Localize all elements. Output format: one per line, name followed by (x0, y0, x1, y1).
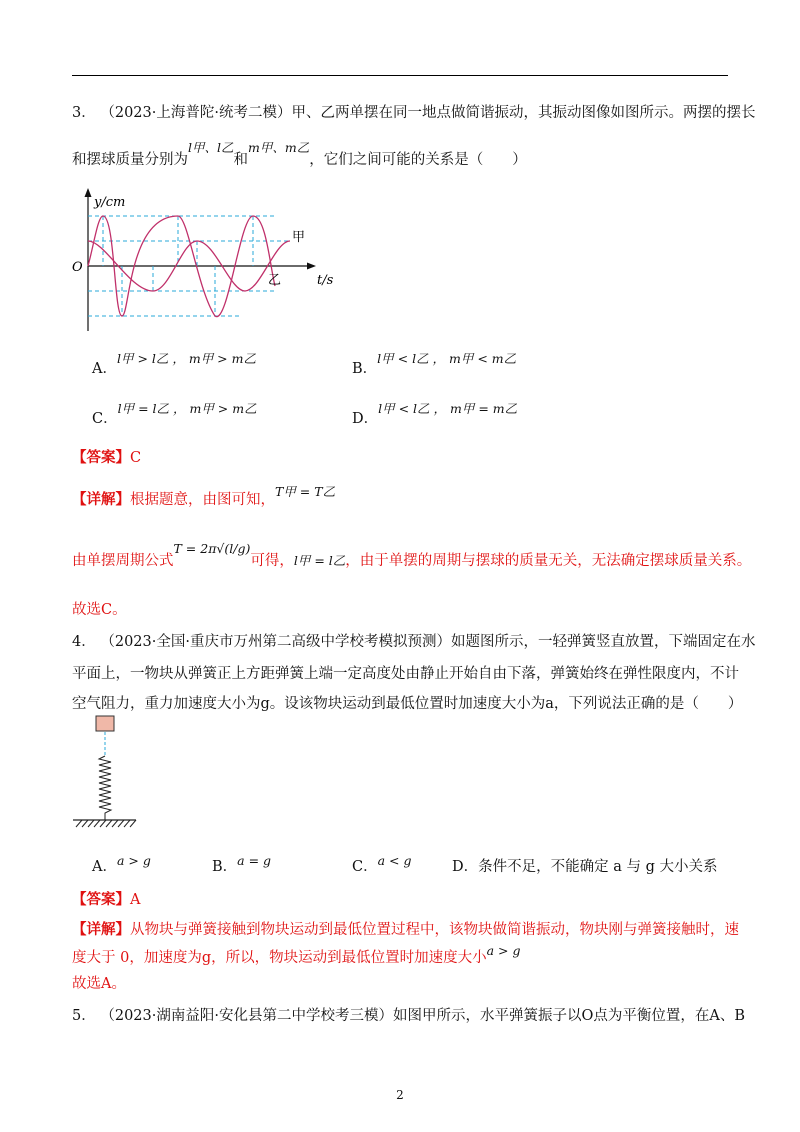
q4-detail-line1 (72, 918, 739, 939)
q4-number: 4． (72, 634, 96, 650)
q3-stem-text1: 甲、乙两单摆在同一地点做简谐振动，其振动图像如图所示。两摆的摆长 (291, 105, 756, 121)
q3-answer-tag: 【答案】 (72, 449, 130, 466)
q4-stem-text1: 如题图所示，一轻弹簧竖直放置，下端固定在水 (450, 634, 756, 650)
q4-stem-line1 (72, 630, 755, 651)
x-axis-label: t/s (317, 273, 334, 288)
x-axis-arrow (307, 263, 316, 270)
block (96, 716, 114, 731)
label-yi: 乙 (268, 273, 282, 288)
q4-option-a-letter: A． (92, 859, 117, 875)
q4-option-c-expr: a < g (377, 853, 412, 868)
q3-stem-text2a: 和摆球质量分别为 (72, 152, 188, 168)
q4-answer (72, 888, 140, 909)
q3-detail-text2c: ，由于单摆的周期与摆球的质量无关，无法确定摆球质量关系。 (345, 553, 752, 569)
q5-stem-text1: 如图甲所示，水平弹簧振子以O点为平衡位置，在A、B (392, 1008, 745, 1024)
header-rule (72, 75, 728, 76)
q3-detail-tag: 【详解】 (72, 491, 130, 508)
q4-detail-expr: a > g (486, 943, 521, 958)
q4-answer-value: A (130, 892, 141, 908)
q4-detail-text1: 从物块与弹簧接触到物块运动到最低位置过程中，该物块做简谐振动，物块刚与弹簧接触时，速 (130, 922, 739, 938)
q3-mass-vars: m甲、m乙 (248, 140, 310, 155)
q4-option-d[interactable] (452, 855, 718, 876)
q3-option-b-expr: l甲 < l乙 ， m甲 < m乙 (377, 351, 517, 366)
q3-option-c-expr: l甲 = l乙 ， m甲 > m乙 (117, 401, 257, 416)
q3-stem-he: 和 (233, 152, 248, 168)
q3-option-b[interactable] (352, 351, 517, 378)
q3-number: 3． (72, 105, 96, 121)
q3-length-vars: l甲、l乙 (188, 140, 234, 155)
q3-period-equal: T甲 = T乙 (275, 484, 336, 499)
q5-source: （2023·湖南益阳·安化县第二中学校考三模） (100, 1008, 393, 1024)
spring (99, 756, 111, 820)
q3-period-formula: T = 2π√(l/g) (173, 541, 251, 556)
q4-conclusion: 故选A。 (72, 976, 126, 992)
q3-option-b-letter: B． (352, 361, 378, 377)
q4-stem-line2: 平面上，一物块从弹簧正上方距弹簧上端一定高度处由静止开始自由下落，弹簧始终在弹性限度内，不计 (72, 666, 739, 682)
q4-option-c[interactable] (352, 855, 411, 876)
q4-spring-figure (70, 716, 150, 828)
q4-source: （2023·全国·重庆市万州第二高级中学校考模拟预测） (100, 634, 451, 650)
q3-length-equal: l甲 = l乙 (293, 553, 346, 568)
q5-number: 5． (72, 1008, 96, 1024)
q3-detail-text2a: 由单摆周期公式 (72, 553, 174, 569)
page-number: 2 (396, 1088, 404, 1102)
q3-option-d-expr: l甲 < l乙 ， m甲 = m乙 (378, 401, 518, 416)
label-jia: 甲 (292, 230, 306, 245)
q3-answer (72, 446, 141, 467)
q3-option-d[interactable] (352, 401, 518, 428)
q3-conclusion: 故选C。 (72, 602, 127, 618)
q3-answer-value: C (130, 450, 142, 466)
q3-option-c[interactable] (92, 401, 257, 428)
origin-label: O (72, 260, 83, 275)
q4-answer-tag: 【答案】 (72, 891, 130, 908)
q4-option-a[interactable] (92, 855, 151, 876)
q5-stem-line1 (72, 1004, 745, 1025)
q3-option-c-letter: C． (92, 411, 118, 427)
q4-stem-line3: 空气阻力，重力加速度大小为g。设该物块运动到最低位置时加速度大小为a，下列说法正确的是（ ） (72, 696, 743, 712)
q3-source: （2023·上海普陀·统考二模） (100, 105, 292, 121)
q3-stem-line2 (72, 140, 527, 169)
q4-option-b-expr: a = g (237, 853, 272, 868)
q4-detail-line2 (72, 943, 521, 967)
q3-option-a-expr: l甲 > l乙 ， m甲 > m乙 (116, 351, 256, 366)
q3-stem-text2b: ，它们之间可能的关系是（ ） (309, 152, 527, 168)
q4-option-b-letter: B． (212, 859, 238, 875)
q4-option-c-letter: C． (352, 859, 378, 875)
q3-detail-text1: 根据题意，由图可知， (130, 492, 275, 508)
y-axis-arrow (85, 188, 92, 197)
q4-option-d-expr: 条件不足，不能确定 a 与 g 大小关系 (478, 859, 718, 875)
q3-vibration-graph (70, 186, 370, 336)
q3-detail-line2 (72, 541, 752, 570)
q4-detail-tag: 【详解】 (72, 921, 130, 938)
q4-option-b[interactable] (212, 855, 271, 876)
y-axis-label: y/cm (94, 195, 126, 210)
q3-option-a[interactable] (92, 351, 256, 378)
q3-stem-line1 (72, 101, 755, 122)
q4-option-d-letter: D． (452, 859, 479, 875)
ground-hatch (76, 820, 136, 827)
q3-option-a-letter: A． (92, 361, 117, 377)
q3-detail-line1 (72, 484, 336, 509)
q4-option-a-expr: a > g (116, 853, 151, 868)
q3-option-d-letter: D． (352, 411, 379, 427)
q4-detail-text2: 度大于 0，加速度为g，所以，物块运动到最低位置时加速度大小 (72, 950, 487, 966)
q3-detail-text2b: 可得， (250, 553, 294, 569)
